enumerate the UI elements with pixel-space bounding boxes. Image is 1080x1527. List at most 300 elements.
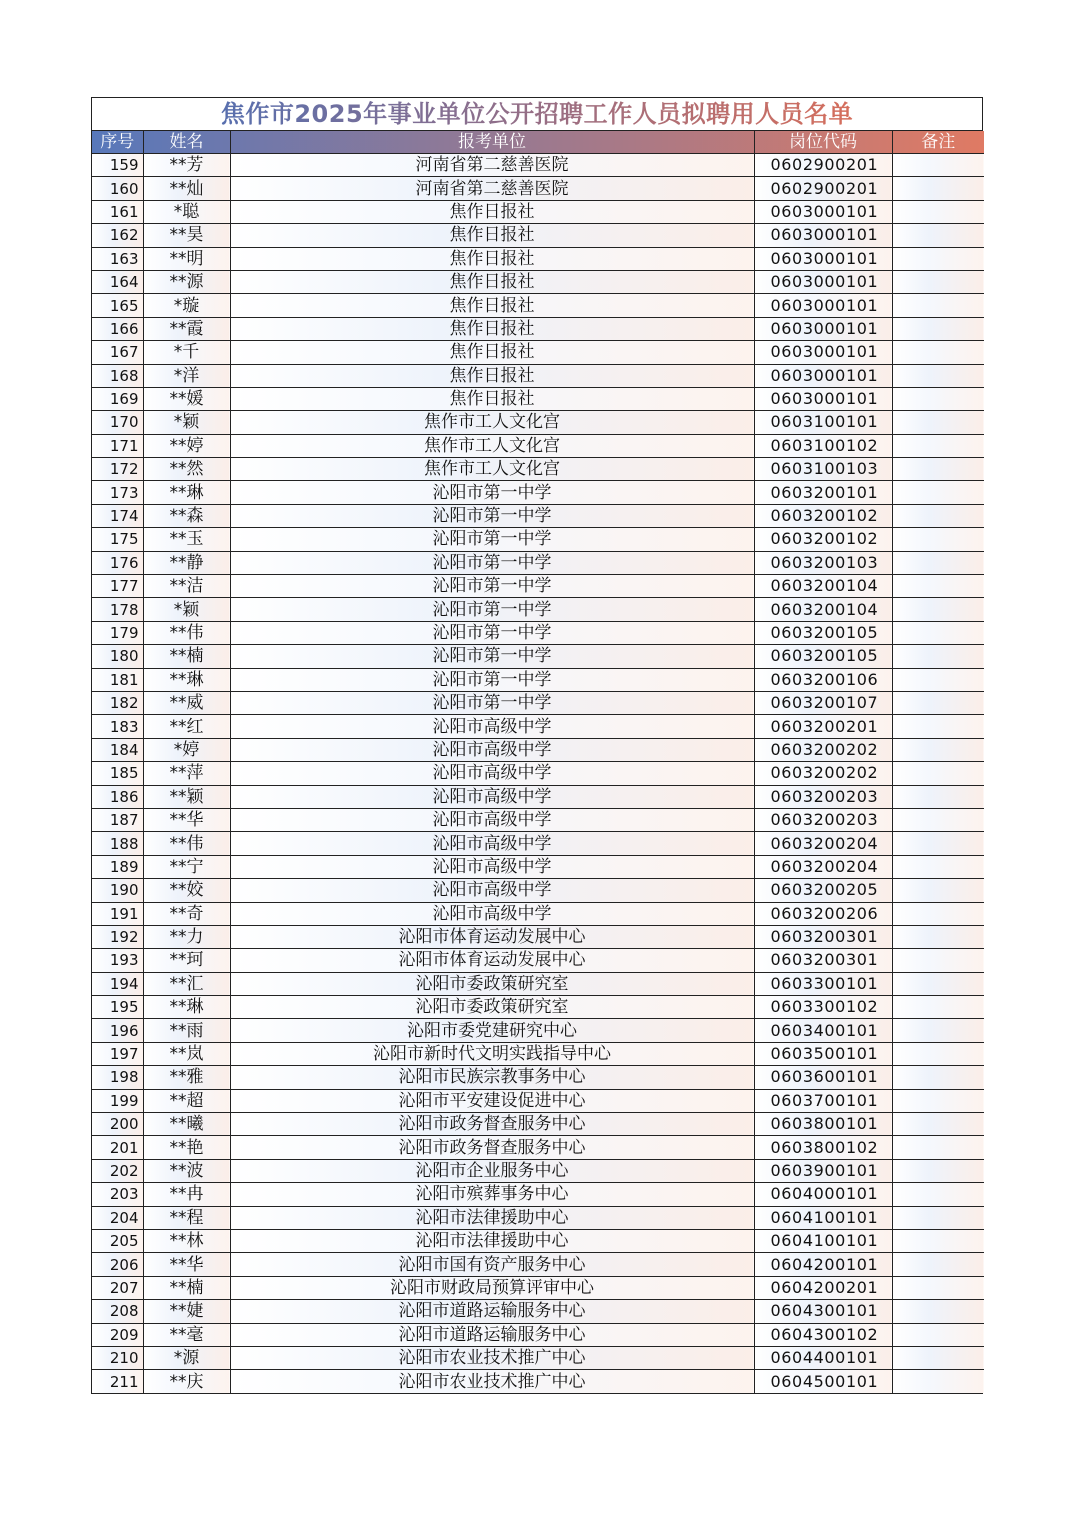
cell-code: 0603000101 xyxy=(754,247,892,270)
cell-name: *颖 xyxy=(143,598,230,621)
cell-name: *璇 xyxy=(143,294,230,317)
cell-name: **洁 xyxy=(143,575,230,598)
cell-unit: 焦作日报社 xyxy=(230,317,754,340)
cell-code: 0603100101 xyxy=(754,411,892,434)
cell-note xyxy=(892,715,984,738)
cell-code: 0603100103 xyxy=(754,458,892,481)
cell-note xyxy=(892,1159,984,1182)
page-title: 焦作市2025年事业单位公开招聘工作人员拟聘用人员名单 xyxy=(92,98,982,131)
cell-note xyxy=(892,621,984,644)
cell-code: 0603200104 xyxy=(754,598,892,621)
table-row xyxy=(92,645,984,668)
cell-no: 189 xyxy=(92,855,143,878)
cell-note xyxy=(892,341,984,364)
cell-unit: 沁阳市高级中学 xyxy=(230,715,754,738)
cell-note xyxy=(892,972,984,995)
table-row xyxy=(92,621,984,644)
cell-no: 170 xyxy=(92,411,143,434)
cell-name: **昊 xyxy=(143,224,230,247)
cell-note xyxy=(892,1206,984,1229)
cell-unit: 焦作日报社 xyxy=(230,224,754,247)
cell-code: 0603000101 xyxy=(754,270,892,293)
cell-unit: 沁阳市第一中学 xyxy=(230,504,754,527)
cell-note xyxy=(892,575,984,598)
cell-unit: 沁阳市高级中学 xyxy=(230,785,754,808)
cell-no: 208 xyxy=(92,1300,143,1323)
cell-unit: 沁阳市高级中学 xyxy=(230,879,754,902)
cell-unit: 沁阳市政务督查服务中心 xyxy=(230,1136,754,1159)
cell-name: *源 xyxy=(143,1346,230,1369)
cell-no: 190 xyxy=(92,879,143,902)
table-row xyxy=(92,528,984,551)
cell-note xyxy=(892,528,984,551)
cell-note xyxy=(892,925,984,948)
cell-no: 183 xyxy=(92,715,143,738)
table-row xyxy=(92,972,984,995)
cell-no: 168 xyxy=(92,364,143,387)
cell-code: 0603000101 xyxy=(754,364,892,387)
cell-name: **冉 xyxy=(143,1183,230,1206)
cell-code: 0604100101 xyxy=(754,1206,892,1229)
table-row xyxy=(92,738,984,761)
cell-note xyxy=(892,387,984,410)
cell-name: **超 xyxy=(143,1089,230,1112)
cell-note xyxy=(892,224,984,247)
cell-name: **波 xyxy=(143,1159,230,1182)
cell-note xyxy=(892,808,984,831)
cell-unit: 焦作市工人文化宫 xyxy=(230,434,754,457)
cell-no: 162 xyxy=(92,224,143,247)
cell-name: **奇 xyxy=(143,902,230,925)
cell-name: **宁 xyxy=(143,855,230,878)
cell-code: 0603900101 xyxy=(754,1159,892,1182)
cell-code: 0603200203 xyxy=(754,785,892,808)
cell-note xyxy=(892,1300,984,1323)
cell-note xyxy=(892,691,984,714)
cell-name: **雨 xyxy=(143,1019,230,1042)
cell-unit: 沁阳市高级中学 xyxy=(230,762,754,785)
table-row xyxy=(92,1136,984,1159)
cell-unit: 焦作日报社 xyxy=(230,270,754,293)
table-row xyxy=(92,224,984,247)
cell-code: 0603200301 xyxy=(754,925,892,948)
table-row xyxy=(92,832,984,855)
table-row xyxy=(92,808,984,831)
cell-note xyxy=(892,364,984,387)
table-row xyxy=(92,317,984,340)
cell-code: 0603200205 xyxy=(754,879,892,902)
cell-code: 0603200105 xyxy=(754,645,892,668)
table-row xyxy=(92,1113,984,1136)
cell-unit: 沁阳市法律援助中心 xyxy=(230,1229,754,1252)
cell-code: 0603800102 xyxy=(754,1136,892,1159)
cell-note xyxy=(892,1370,984,1393)
table-row xyxy=(92,458,984,481)
table-row xyxy=(92,411,984,434)
cell-name: *聪 xyxy=(143,200,230,223)
cell-name: *洋 xyxy=(143,364,230,387)
cell-code: 0603000101 xyxy=(754,341,892,364)
cell-unit: 沁阳市高级中学 xyxy=(230,808,754,831)
table-row xyxy=(92,504,984,527)
cell-no: 173 xyxy=(92,481,143,504)
cell-code: 0603200107 xyxy=(754,691,892,714)
cell-no: 202 xyxy=(92,1159,143,1182)
cell-note xyxy=(892,855,984,878)
table-row xyxy=(92,902,984,925)
cell-unit: 沁阳市政务督查服务中心 xyxy=(230,1113,754,1136)
table-row xyxy=(92,785,984,808)
cell-code: 0604300101 xyxy=(754,1300,892,1323)
header-code: 岗位代码 xyxy=(754,131,892,154)
table-row xyxy=(92,949,984,972)
cell-name: **琳 xyxy=(143,668,230,691)
table-row xyxy=(92,1323,984,1346)
table-row xyxy=(92,1206,984,1229)
cell-unit: 焦作日报社 xyxy=(230,387,754,410)
cell-no: 182 xyxy=(92,691,143,714)
cell-note xyxy=(892,270,984,293)
cell-name: **华 xyxy=(143,808,230,831)
cell-name: **琳 xyxy=(143,481,230,504)
table-row xyxy=(92,1276,984,1299)
cell-unit: 焦作日报社 xyxy=(230,200,754,223)
cell-note xyxy=(892,1229,984,1252)
cell-no: 196 xyxy=(92,1019,143,1042)
cell-no: 193 xyxy=(92,949,143,972)
cell-unit: 焦作日报社 xyxy=(230,294,754,317)
cell-note xyxy=(892,481,984,504)
cell-name: **力 xyxy=(143,925,230,948)
table-row xyxy=(92,1019,984,1042)
cell-note xyxy=(892,832,984,855)
table-row xyxy=(92,691,984,714)
cell-name: **静 xyxy=(143,551,230,574)
cell-name: **庆 xyxy=(143,1370,230,1393)
cell-code: 0604400101 xyxy=(754,1346,892,1369)
cell-code: 0603000101 xyxy=(754,387,892,410)
cell-note xyxy=(892,1066,984,1089)
cell-code: 0603600101 xyxy=(754,1066,892,1089)
cell-code: 0603400101 xyxy=(754,1019,892,1042)
table-row xyxy=(92,996,984,1019)
cell-note xyxy=(892,762,984,785)
cell-unit: 焦作市工人文化宫 xyxy=(230,411,754,434)
cell-note xyxy=(892,1183,984,1206)
cell-code: 0603000101 xyxy=(754,200,892,223)
cell-note xyxy=(892,177,984,200)
cell-unit: 沁阳市农业技术推广中心 xyxy=(230,1370,754,1393)
cell-note xyxy=(892,1276,984,1299)
cell-name: **颖 xyxy=(143,785,230,808)
cell-unit: 沁阳市农业技术推广中心 xyxy=(230,1346,754,1369)
cell-unit: 沁阳市第一中学 xyxy=(230,598,754,621)
cell-note xyxy=(892,317,984,340)
cell-no: 207 xyxy=(92,1276,143,1299)
table-row xyxy=(92,1229,984,1252)
cell-code: 0603200301 xyxy=(754,949,892,972)
cell-no: 175 xyxy=(92,528,143,551)
table-row xyxy=(92,1300,984,1323)
cell-code: 0603000101 xyxy=(754,294,892,317)
cell-note xyxy=(892,434,984,457)
table-row xyxy=(92,270,984,293)
header-unit: 报考单位 xyxy=(230,131,754,154)
cell-unit: 沁阳市第一中学 xyxy=(230,528,754,551)
cell-no: 188 xyxy=(92,832,143,855)
cell-name: **伟 xyxy=(143,621,230,644)
cell-unit: 沁阳市体育运动发展中心 xyxy=(230,949,754,972)
cell-unit: 沁阳市第一中学 xyxy=(230,551,754,574)
cell-code: 0603200101 xyxy=(754,481,892,504)
table-row xyxy=(92,341,984,364)
cell-no: 191 xyxy=(92,902,143,925)
cell-no: 179 xyxy=(92,621,143,644)
cell-unit: 沁阳市委政策研究室 xyxy=(230,972,754,995)
cell-unit: 沁阳市新时代文明实践指导中心 xyxy=(230,1042,754,1065)
cell-name: **曦 xyxy=(143,1113,230,1136)
cell-note xyxy=(892,785,984,808)
cell-code: 0604100101 xyxy=(754,1229,892,1252)
cell-no: 165 xyxy=(92,294,143,317)
table-row xyxy=(92,1159,984,1182)
cell-no: 186 xyxy=(92,785,143,808)
cell-name: **林 xyxy=(143,1229,230,1252)
cell-name: **艳 xyxy=(143,1136,230,1159)
cell-name: **婷 xyxy=(143,434,230,457)
cell-note xyxy=(892,294,984,317)
cell-code: 0603200202 xyxy=(754,738,892,761)
table-row xyxy=(92,715,984,738)
cell-code: 0604500101 xyxy=(754,1370,892,1393)
cell-no: 167 xyxy=(92,341,143,364)
cell-note xyxy=(892,504,984,527)
cell-note xyxy=(892,551,984,574)
roster-sheet xyxy=(91,97,983,1394)
table-row xyxy=(92,551,984,574)
cell-no: 180 xyxy=(92,645,143,668)
cell-name: **芳 xyxy=(143,154,230,177)
cell-note xyxy=(892,902,984,925)
cell-name: **霞 xyxy=(143,317,230,340)
cell-unit: 沁阳市高级中学 xyxy=(230,855,754,878)
cell-code: 0603000101 xyxy=(754,224,892,247)
cell-unit: 沁阳市第一中学 xyxy=(230,645,754,668)
table-row xyxy=(92,1089,984,1112)
table-row xyxy=(92,1370,984,1393)
cell-code: 0604300102 xyxy=(754,1323,892,1346)
cell-unit: 沁阳市民族宗教事务中心 xyxy=(230,1066,754,1089)
cell-note xyxy=(892,1136,984,1159)
table-row xyxy=(92,177,984,200)
cell-note xyxy=(892,458,984,481)
cell-code: 0603800101 xyxy=(754,1113,892,1136)
cell-unit: 焦作日报社 xyxy=(230,247,754,270)
cell-unit: 沁阳市第一中学 xyxy=(230,481,754,504)
cell-note xyxy=(892,1113,984,1136)
cell-code: 0603200102 xyxy=(754,528,892,551)
table-row xyxy=(92,294,984,317)
cell-unit: 沁阳市平安建设促进中心 xyxy=(230,1089,754,1112)
cell-code: 0603200203 xyxy=(754,808,892,831)
cell-name: **源 xyxy=(143,270,230,293)
cell-no: 161 xyxy=(92,200,143,223)
cell-no: 204 xyxy=(92,1206,143,1229)
cell-note xyxy=(892,411,984,434)
table-row xyxy=(92,1346,984,1369)
cell-unit: 河南省第二慈善医院 xyxy=(230,177,754,200)
table-row xyxy=(92,247,984,270)
header-no: 序号 xyxy=(92,131,143,154)
cell-note xyxy=(892,668,984,691)
cell-code: 0603200201 xyxy=(754,715,892,738)
cell-name: **伟 xyxy=(143,832,230,855)
table-row xyxy=(92,481,984,504)
cell-no: 209 xyxy=(92,1323,143,1346)
cell-name: **森 xyxy=(143,504,230,527)
cell-no: 192 xyxy=(92,925,143,948)
cell-unit: 沁阳市殡葬事务中心 xyxy=(230,1183,754,1206)
table-row xyxy=(92,434,984,457)
cell-no: 172 xyxy=(92,458,143,481)
cell-unit: 沁阳市道路运输服务中心 xyxy=(230,1323,754,1346)
cell-name: **威 xyxy=(143,691,230,714)
cell-note xyxy=(892,949,984,972)
cell-no: 163 xyxy=(92,247,143,270)
cell-unit: 焦作日报社 xyxy=(230,364,754,387)
cell-unit: 焦作日报社 xyxy=(230,341,754,364)
cell-name: **岚 xyxy=(143,1042,230,1065)
cell-name: *婷 xyxy=(143,738,230,761)
cell-no: 205 xyxy=(92,1229,143,1252)
cell-code: 0604000101 xyxy=(754,1183,892,1206)
cell-name: **雅 xyxy=(143,1066,230,1089)
cell-no: 197 xyxy=(92,1042,143,1065)
cell-note xyxy=(892,645,984,668)
table-row xyxy=(92,668,984,691)
cell-no: 199 xyxy=(92,1089,143,1112)
cell-no: 184 xyxy=(92,738,143,761)
cell-unit: 沁阳市道路运输服务中心 xyxy=(230,1300,754,1323)
cell-unit: 沁阳市财政局预算评审中心 xyxy=(230,1276,754,1299)
cell-name: **红 xyxy=(143,715,230,738)
cell-note xyxy=(892,879,984,902)
cell-code: 0604200101 xyxy=(754,1253,892,1276)
cell-no: 181 xyxy=(92,668,143,691)
cell-unit: 河南省第二慈善医院 xyxy=(230,154,754,177)
cell-note xyxy=(892,738,984,761)
cell-note xyxy=(892,996,984,1019)
cell-code: 0603200102 xyxy=(754,504,892,527)
cell-code: 0604200201 xyxy=(754,1276,892,1299)
table-body xyxy=(92,154,984,1393)
cell-note xyxy=(892,154,984,177)
cell-name: **楠 xyxy=(143,645,230,668)
cell-name: **楠 xyxy=(143,1276,230,1299)
cell-name: **琳 xyxy=(143,996,230,1019)
table-row xyxy=(92,855,984,878)
cell-code: 0603200206 xyxy=(754,902,892,925)
cell-unit: 沁阳市第一中学 xyxy=(230,691,754,714)
cell-no: 185 xyxy=(92,762,143,785)
cell-no: 211 xyxy=(92,1370,143,1393)
cell-note xyxy=(892,598,984,621)
table-row xyxy=(92,762,984,785)
cell-no: 210 xyxy=(92,1346,143,1369)
cell-note xyxy=(892,200,984,223)
cell-no: 178 xyxy=(92,598,143,621)
table-row xyxy=(92,879,984,902)
cell-no: 169 xyxy=(92,387,143,410)
cell-name: **然 xyxy=(143,458,230,481)
cell-name: **媛 xyxy=(143,387,230,410)
cell-code: 0603300101 xyxy=(754,972,892,995)
table-row xyxy=(92,598,984,621)
cell-unit: 沁阳市体育运动发展中心 xyxy=(230,925,754,948)
cell-code: 0603200106 xyxy=(754,668,892,691)
cell-unit: 沁阳市高级中学 xyxy=(230,902,754,925)
cell-code: 0603200202 xyxy=(754,762,892,785)
table-row xyxy=(92,575,984,598)
cell-name: *千 xyxy=(143,341,230,364)
cell-name: **毫 xyxy=(143,1323,230,1346)
table-row xyxy=(92,387,984,410)
cell-no: 164 xyxy=(92,270,143,293)
cell-code: 0603300102 xyxy=(754,996,892,1019)
table-row xyxy=(92,200,984,223)
table-row xyxy=(92,1253,984,1276)
cell-code: 0603500101 xyxy=(754,1042,892,1065)
cell-no: 198 xyxy=(92,1066,143,1089)
table-row xyxy=(92,925,984,948)
cell-no: 203 xyxy=(92,1183,143,1206)
cell-name: **萍 xyxy=(143,762,230,785)
cell-name: **玉 xyxy=(143,528,230,551)
cell-note xyxy=(892,1253,984,1276)
table-row xyxy=(92,1183,984,1206)
cell-no: 159 xyxy=(92,154,143,177)
table-row xyxy=(92,364,984,387)
cell-no: 160 xyxy=(92,177,143,200)
cell-code: 0603200105 xyxy=(754,621,892,644)
cell-no: 166 xyxy=(92,317,143,340)
header-row xyxy=(92,131,984,154)
cell-code: 0603200204 xyxy=(754,832,892,855)
cell-code: 0603200204 xyxy=(754,855,892,878)
cell-no: 177 xyxy=(92,575,143,598)
cell-unit: 沁阳市高级中学 xyxy=(230,832,754,855)
cell-note xyxy=(892,1019,984,1042)
cell-code: 0603700101 xyxy=(754,1089,892,1112)
cell-name: **姣 xyxy=(143,879,230,902)
cell-unit: 沁阳市委党建研究中心 xyxy=(230,1019,754,1042)
cell-unit: 沁阳市企业服务中心 xyxy=(230,1159,754,1182)
cell-unit: 沁阳市第一中学 xyxy=(230,575,754,598)
cell-no: 171 xyxy=(92,434,143,457)
cell-code: 0603200103 xyxy=(754,551,892,574)
cell-no: 174 xyxy=(92,504,143,527)
cell-code: 0603100102 xyxy=(754,434,892,457)
cell-no: 187 xyxy=(92,808,143,831)
cell-unit: 沁阳市高级中学 xyxy=(230,738,754,761)
cell-code: 0602900201 xyxy=(754,154,892,177)
table-row xyxy=(92,154,984,177)
cell-note xyxy=(892,1042,984,1065)
cell-no: 201 xyxy=(92,1136,143,1159)
cell-unit: 焦作市工人文化宫 xyxy=(230,458,754,481)
cell-name: **明 xyxy=(143,247,230,270)
cell-unit: 沁阳市第一中学 xyxy=(230,668,754,691)
